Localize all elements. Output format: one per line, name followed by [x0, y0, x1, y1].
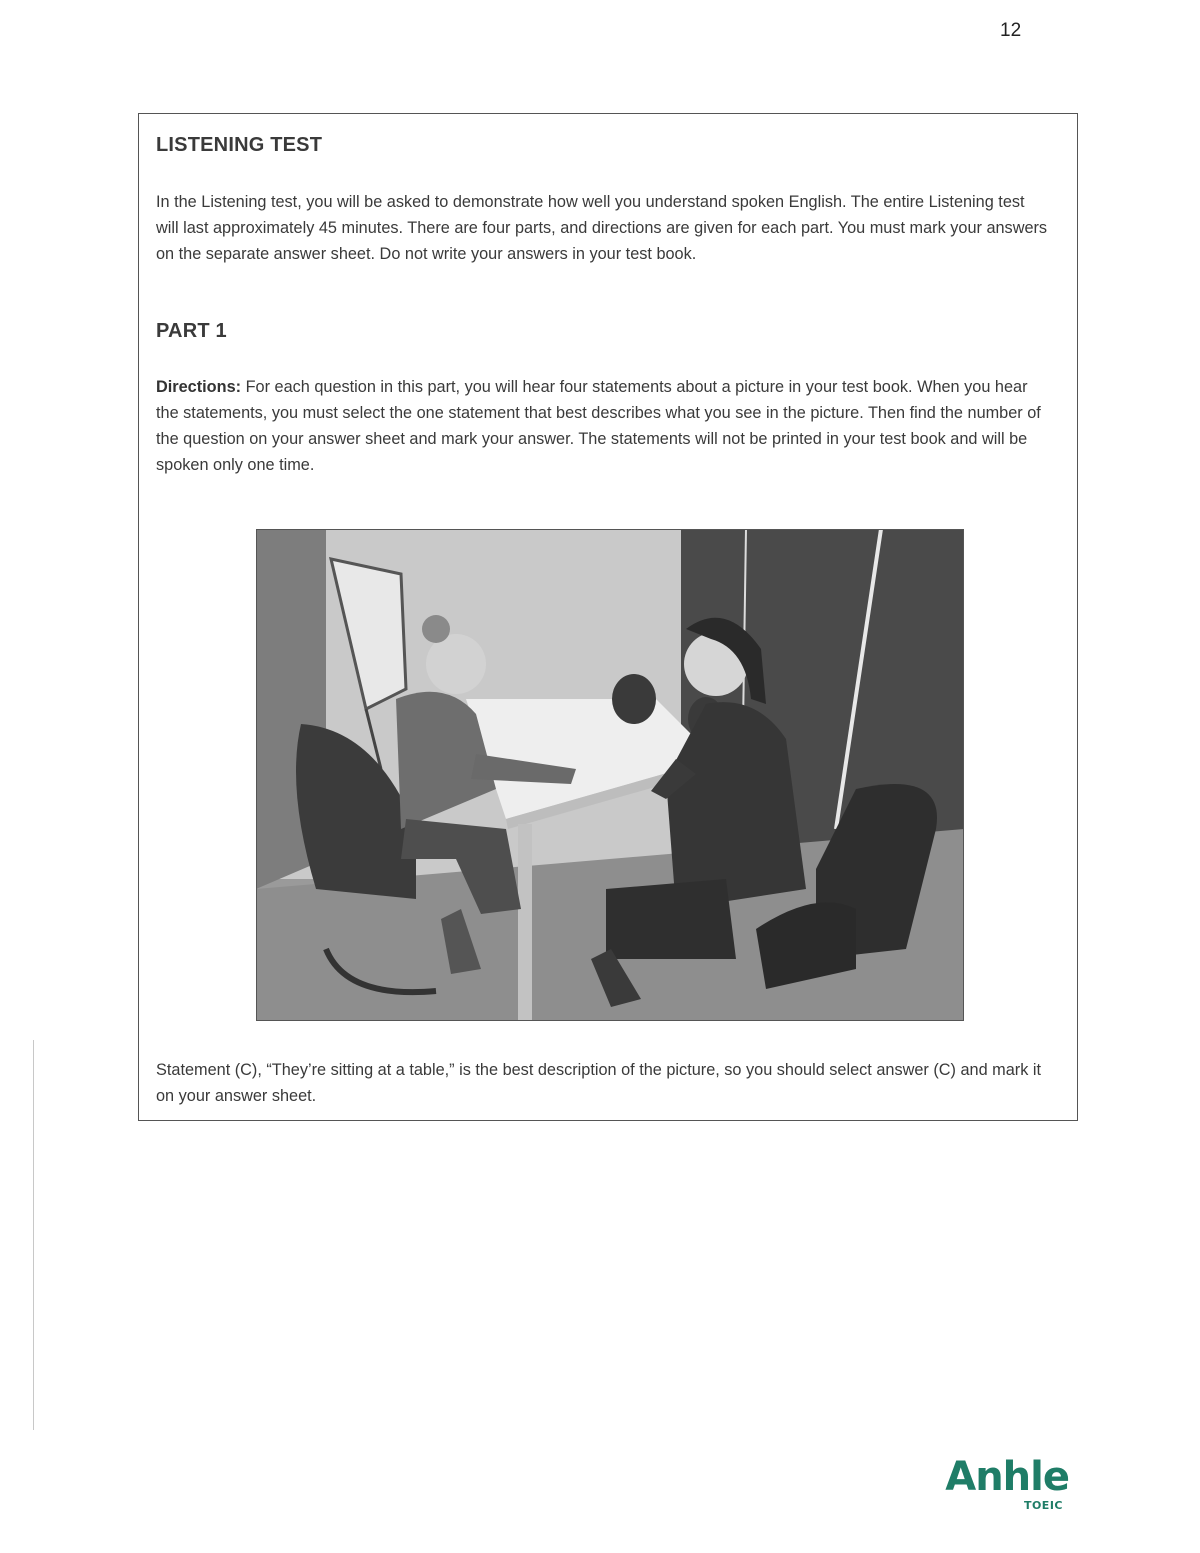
logo-main-text: Anhle [945, 1454, 1069, 1500]
anhle-logo [944, 1455, 1069, 1515]
scan-artifact-line [33, 1040, 34, 1430]
example-photo [256, 529, 964, 1021]
listening-test-heading: LISTENING TEST [156, 134, 323, 156]
instructions-box [138, 113, 1078, 1121]
part1-directions [156, 374, 1051, 478]
example-caption: Statement (C), “They’re sitting at a table,” is the best description of the picture, so you should select answer (C) and mark it on your answer sheet. [156, 1061, 1042, 1105]
page-number: 12 [1000, 20, 1022, 41]
directions-text: For each question in this part, you will hear four statements about a picture in your test book. When you hear the statements, you must select the one statement that best describes what you see in the picture. Then find the number of the question on your answer sheet and mark your answer. The statements will not be printed in your test book and will be spoken only one time. [156, 378, 1041, 474]
listening-intro: In the Listening test, you will be asked to demonstrate how well you understand spoken English. The entire Listening test will last approximately 45 minutes. There are four parts, and directions are given for each part. You must mark your answers on the separate answer sheet. Do not write your answers in your test book. [156, 193, 1048, 263]
part1-heading: PART 1 [156, 320, 227, 342]
directions-label: Directions: [156, 378, 242, 396]
logo-sub-text: TOEIC [1023, 1499, 1063, 1512]
